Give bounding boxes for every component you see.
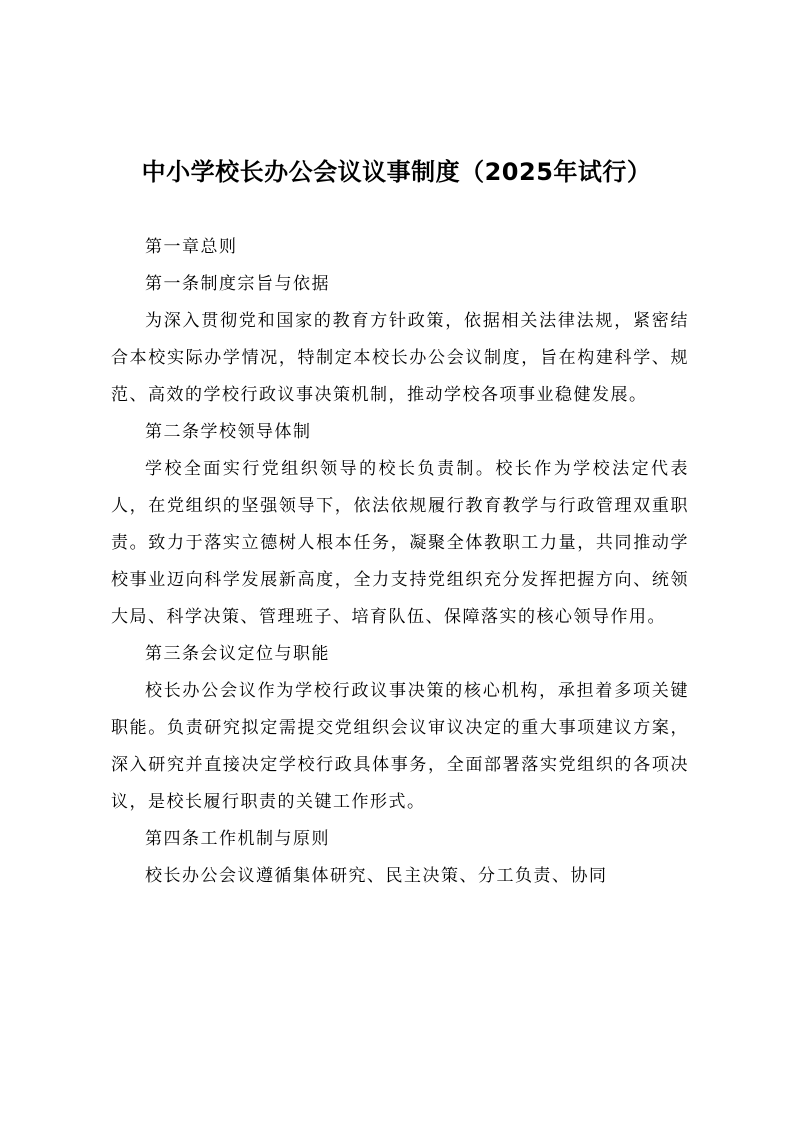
- article-1-heading: 第一条制度宗旨与依据: [145, 274, 330, 294]
- document-body: [111, 229, 689, 895]
- document-title: 中小学校长办公会议议事制度（2025年试行）: [141, 158, 652, 186]
- chapter-heading: 第一章总则: [145, 237, 238, 257]
- article-4-heading: 第四条工作机制与原则: [145, 829, 330, 849]
- article-2-heading: 第二条学校领导体制: [145, 422, 312, 442]
- article-3-heading: 第三条会议定位与职能: [145, 644, 330, 664]
- article-3-body: 校长办公会议作为学校行政议事决策的核心机构，承担着多项关键职能。负责研究拟定需提交党组织会议审议决定的重大事项建议方案，深入研究并直接决定学校行政具体事务，全面部署落实党组织的各项决议，是校长履行职责的关键工作形式。: [111, 681, 689, 812]
- article-1-body: 为深入贯彻党和国家的教育方针政策，依据相关法律法规，紧密结合本校实际办学情况，特制定本校长办公会议制度，旨在构建科学、规范、高效的学校行政议事决策机制，推动学校各项事业稳健发展。: [111, 311, 689, 405]
- article-4-body: 校长办公会议遵循集体研究、民主决策、分工负责、协同: [145, 866, 608, 886]
- article-2-body: 学校全面实行党组织领导的校长负责制。校长作为学校法定代表人，在党组织的坚强领导下，依法依规履行教育教学与行政管理双重职责。致力于落实立德树人根本任务，凝聚全体教职工力量，共同推动学校事业迈向科学发展新高度，全力支持党组织充分发挥把握方向、统领大局、科学决策、管理班子、培育队伍、保障落实的核心领导作用。: [111, 459, 689, 627]
